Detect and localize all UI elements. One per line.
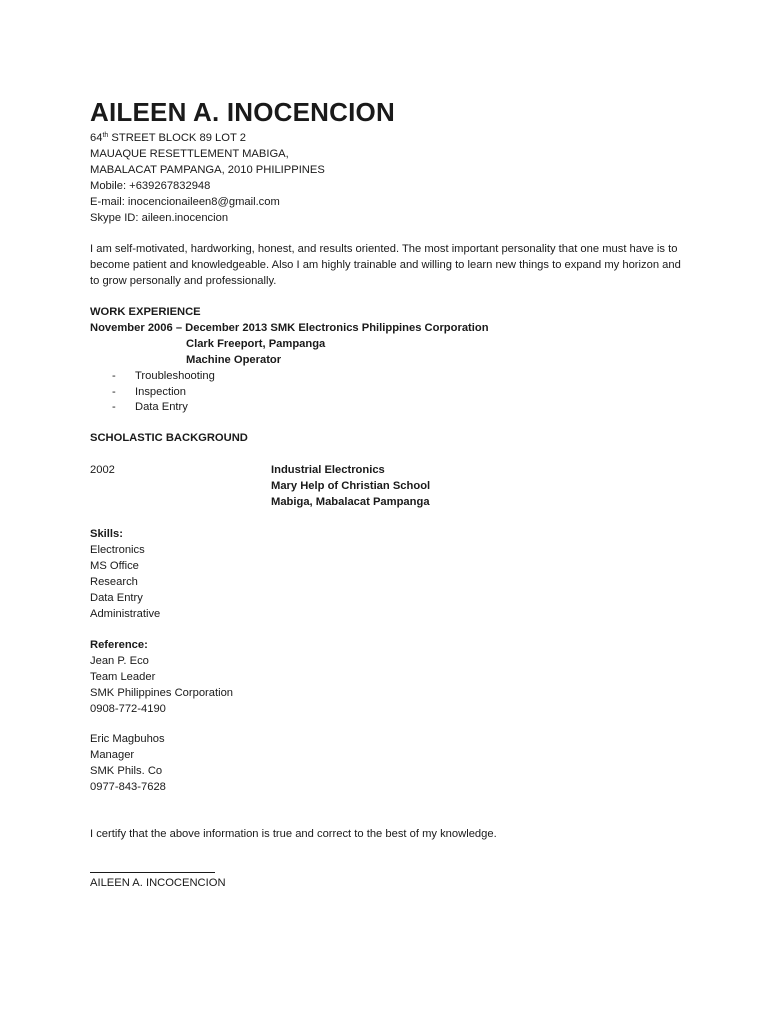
reference-section [90, 638, 690, 718]
reference-entry-2 [90, 732, 690, 796]
duty-text: Inspection [135, 385, 186, 398]
signature-line [90, 862, 215, 873]
reference-heading: Reference: [90, 639, 148, 651]
reference-name: Jean P. Eco [90, 654, 149, 667]
signature-block [90, 862, 690, 892]
scholastic-heading: SCHOLASTIC BACKGROUND [90, 432, 248, 444]
skill-item: Research [90, 575, 138, 588]
skill-item: MS Office [90, 559, 139, 572]
duty-item [90, 369, 690, 385]
skills-heading: Skills: [90, 528, 123, 540]
reference-company: SMK Philippines Corporation [90, 686, 234, 699]
work-experience-section [90, 305, 690, 416]
scholastic-section [90, 431, 690, 447]
education-place: Mabiga, Mabalacat Pampanga [271, 495, 430, 508]
reference-phone: 0977-843-7628 [90, 780, 166, 793]
objective-paragraph: I am self-motivated, hardworking, honest, and results oriented. The most important personality that one must have is to become patient and knowledgeable. Also I am highly trainable and willing to learn new things to expand my horizon and to grow personally and professionally. [90, 243, 681, 287]
reference-name: Eric Magbuhos [90, 733, 165, 745]
address-number: 64 [90, 132, 103, 144]
education-row-1 [90, 463, 690, 479]
work-location: Clark Freeport, Pampanga [186, 337, 326, 350]
work-experience-heading: WORK EXPERIENCE [90, 306, 201, 318]
education-entry [90, 463, 690, 511]
email-address: E-mail: inocencionaileen8@gmail.com [90, 195, 280, 208]
address-line-3: MABALACAT PAMPANGA, 2010 PHILIPPINES [90, 163, 325, 176]
education-row-2 [90, 479, 690, 495]
mobile-number: Mobile: +639267832948 [90, 179, 211, 192]
skill-item: Data Entry [90, 591, 143, 604]
skill-item: Administrative [90, 607, 161, 620]
address-line-1 [90, 131, 690, 147]
duty-text: Data Entry [135, 401, 188, 414]
skill-item: Electronics [90, 543, 145, 556]
duty-text: Troubleshooting [135, 369, 215, 382]
duty-item [90, 385, 690, 401]
bullet-dash: - [112, 385, 116, 398]
reference-title: Manager [90, 748, 135, 761]
skills-section [90, 527, 690, 622]
contact-block [90, 131, 690, 226]
applicant-name: AILEEN A. INOCENCION [90, 97, 395, 127]
education-year: 2002 [90, 464, 115, 476]
work-period-company: November 2006 – December 2013 SMK Electronics Philippines Corporation [90, 321, 489, 334]
address-line-2: MAUAQUE RESETTLEMENT MABIGA, [90, 147, 289, 160]
bullet-dash: - [112, 369, 116, 382]
address-rest: STREET BLOCK 89 LOT 2 [108, 132, 246, 144]
skype-id: Skype ID: aileen.inocencion [90, 211, 229, 224]
education-row-3 [90, 495, 690, 511]
bullet-dash: - [112, 401, 116, 414]
certification-statement: I certify that the above information is true and correct to the best of my knowledge. [90, 828, 497, 840]
reference-company: SMK Phils. Co [90, 764, 163, 777]
education-course: Industrial Electronics [271, 464, 385, 476]
duty-item [90, 400, 690, 416]
education-school: Mary Help of Christian School [271, 479, 431, 492]
signature-name: AILEEN A. INCOCENCION [90, 877, 226, 889]
reference-title: Team Leader [90, 670, 156, 683]
reference-phone: 0908-772-4190 [90, 702, 166, 715]
work-position: Machine Operator [186, 353, 282, 366]
address-suffix: th [102, 132, 109, 139]
